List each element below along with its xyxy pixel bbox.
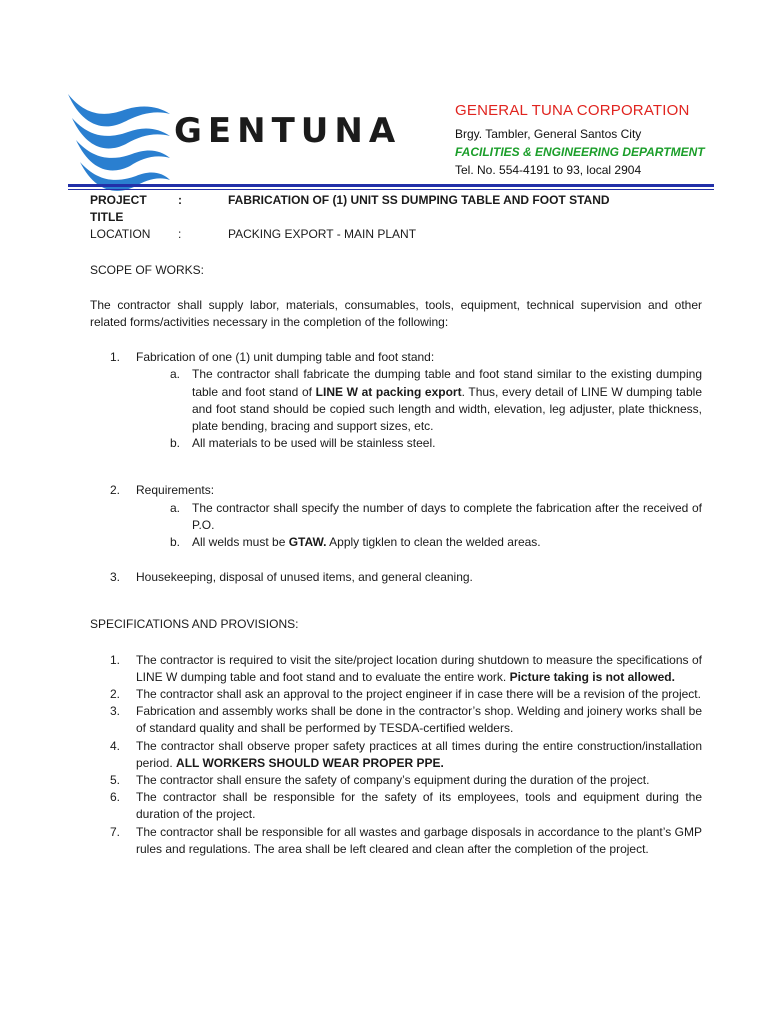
scope-item-2b [90,534,702,551]
scope-item-3-number: 3. [110,570,121,585]
scope-item-1b-label: b. [169,436,180,451]
scope-item-2a [90,500,702,534]
spec-item-text: The contractor shall ask an approval to the project engineer if in case there will be a revision of the project. [136,687,701,702]
scope-item-2b-text: All welds must be GTAW. Apply tigklen to clean the welded areas. [192,535,541,550]
location-label: LOCATION [90,227,151,242]
spec-item [90,772,702,789]
spec-item [90,703,702,737]
scope-item-2-title: Requirements: [136,483,215,498]
location-value: PACKING EXPORT - MAIN PLANT [228,227,417,242]
scope-item-2b-label: b. [169,535,180,550]
header-divider-thin [68,189,714,190]
header-divider [68,184,714,187]
specs-list [90,652,702,858]
scope-heading: SCOPE OF WORKS: [90,262,205,277]
spec-item-number: 7. [110,824,121,839]
scope-intro: The contractor shall supply labor, materials, consumables, tools, equipment, technical supervision and other related forms/activities necessary in the completion of the following: [90,297,702,330]
scope-item-2 [90,482,702,499]
scope-item-3 [90,569,702,586]
logo-wordmark: GENTUNA [174,111,402,151]
spec-item-text: The contractor is required to visit the site/project location during shutdown to measure the specifications of LINE W dumping table and foot stand and to evaluate the entire work. Picture taking is not allowed. [136,652,702,684]
project-title-colon: : [178,193,182,207]
spec-item-text: The contractor shall be responsible for all wastes and garbage disposals in accordance to the plant’s GMP rules and regulations. The area shall be left cleared and clean after the completion of the project. [136,824,702,856]
company-address: Brgy. Tambler, General Santos City [455,127,642,141]
spec-item-text: The contractor shall be responsible for the safety of its employees, tools and equipment during the duration of the project. [136,790,702,822]
scope-item-1a-text: The contractor shall fabricate the dumping table and foot stand similar to the existing dumping table and foot stand of LINE W at packing export. Thus, every detail of LINE W dumping table and foot stand should be copied such length and width, elevation, leg adjuster, plate thickness, plate bending, bracing and support sizes, etc. [192,367,702,434]
spec-item-text: The contractor shall observe proper safety practices at all times during the entire construction/installation period. ALL WORKERS SHOULD WEAR PROPER PPE. [136,738,702,770]
spec-item [90,738,702,772]
scope-item-1 [90,349,702,366]
company-name: GENERAL TUNA CORPORATION [455,102,690,119]
spec-item-number: 5. [110,773,121,788]
spec-item-text: Fabrication and assembly works shall be done in the contractor’s shop. Welding and joinery works shall be of standard quality and shall be performed by TESDA-certified welders. [136,704,702,736]
location-row [90,226,702,243]
scope-item-3-text: Housekeeping, disposal of unused items, and general cleaning. [136,570,473,585]
spec-item-number: 3. [110,704,121,719]
spec-item-number: 4. [110,738,121,753]
spec-item-text: The contractor shall ensure the safety of company’s equipment during the duration of the project. [136,773,650,788]
project-title-row [90,192,702,226]
scope-item-2-number: 2. [110,483,121,498]
spec-item [90,686,702,703]
spec-item [90,652,702,686]
document-body [90,192,702,858]
scope-item-1-number: 1. [110,350,121,365]
spec-item [90,789,702,823]
spec-item [90,824,702,858]
scope-item-1-title: Fabrication of one (1) unit dumping table and foot stand: [136,350,435,365]
specs-heading: SPECIFICATIONS AND PROVISIONS: [90,617,299,632]
scope-item-1a [90,366,702,435]
department-name: FACILITIES & ENGINEERING DEPARTMENT [455,145,705,159]
scope-item-1b [90,435,702,452]
scope-item-1a-label: a. [169,367,180,382]
project-title-value: FABRICATION OF (1) UNIT SS DUMPING TABLE AND FOOT STAND [228,193,610,207]
spec-item-number: 1. [110,652,121,667]
project-title-label: PROJECT TITLE [90,193,147,225]
spec-item-number: 6. [110,790,121,805]
scope-item-2a-label: a. [169,500,180,515]
location-colon: : [178,227,182,242]
scope-item-1b-text: All materials to be used will be stainless steel. [192,436,436,451]
spec-item-number: 2. [110,687,121,702]
scope-item-2a-text: The contractor shall specify the number of days to complete the fabrication after the received of P.O. [192,500,702,532]
telephone-number: Tel. No. 554-4191 to 93, local 2904 [455,163,642,177]
gentuna-wave-logo-icon [62,92,172,192]
